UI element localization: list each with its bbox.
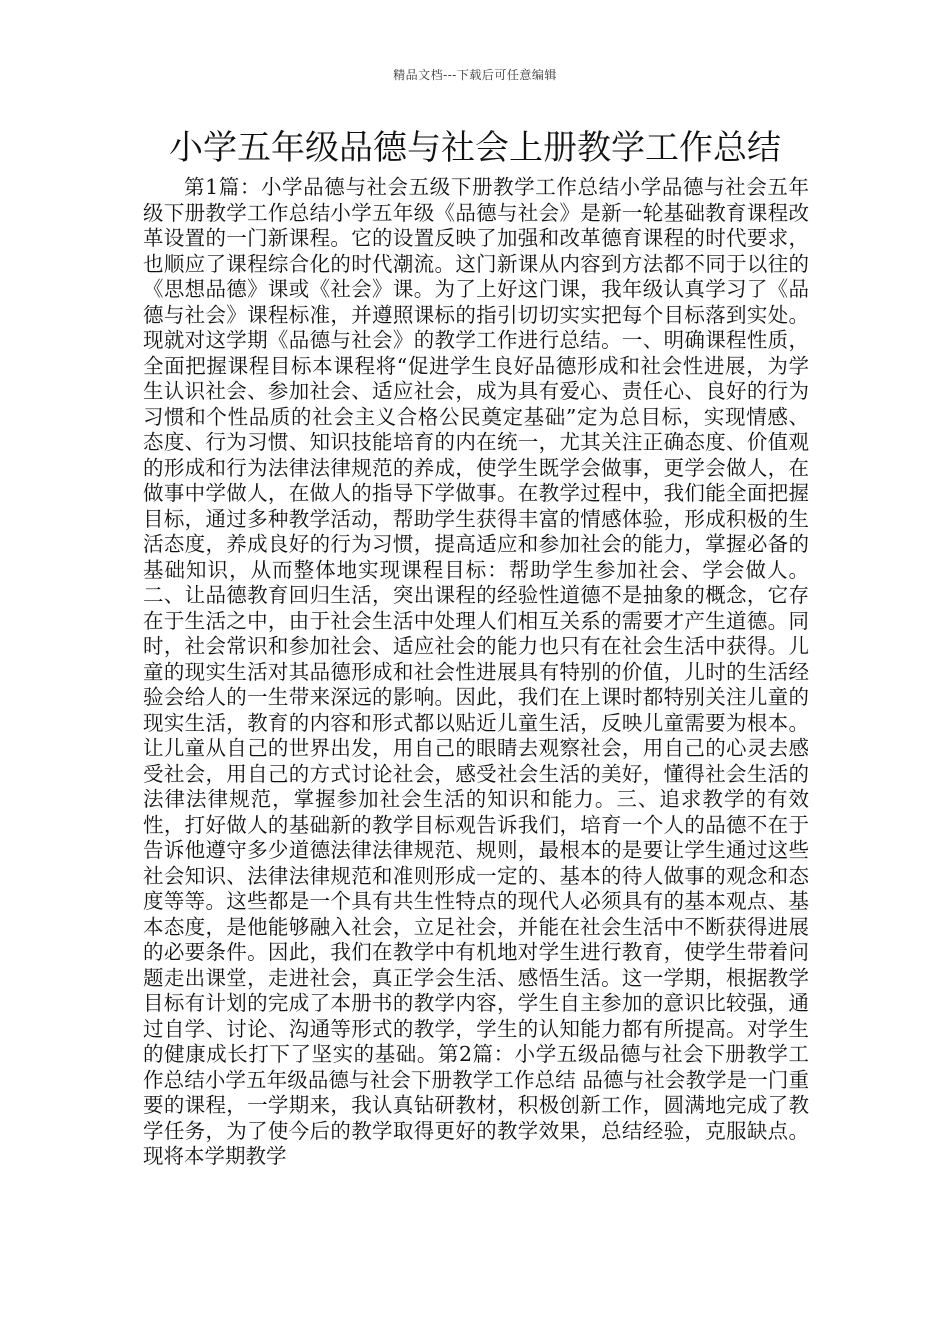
page-header-note: 精品文档---下载后可任意编辑 [393,68,557,82]
document-title: 小学五年级品德与社会上册教学工作总结 [169,128,781,168]
document-body-paragraph: 第1篇：小学品德与社会五级下册教学工作总结小学品德与社会五年级下册教学工作总结小学五年级《品德与社会》是新一轮基础教育课程改革设置的一门新课程。它的设置反映了加强和改革德育课程的时代要求，也顺应了课程综合化的时代潮流。这门新课从内容到方法都不同于以往的《思想品德》课或《社会》课。为了上好这门课，我年级认真学习了《品德与社会》课程标准，并遵照课标的指引切切实实把每个目标落到实处。现就对这学期《品德与社会》的教学工作进行总结。一、明确课程性质，全面把握课程目标本课程将“促进学生良好品德形成和社会性进展，为学生认识社会、参加社会、适应社会，成为具有爱心、责任心、良好的行为习惯和个性品质的社会主义合格公民奠定基础”定为总目标，实现情感、态度、行为习惯、知识技能培育的内在统一，尤其关注正确态度、价值观的形成和行为法律法律规范的养成，使学生既学会做事，更学会做人，在做事中学做人，在做人的指导下学做事。在教学过程中，我们能全面把握目标，通过多种教学活动，帮助学生获得丰富的情感体验，形成积极的生活态度，养成良好的行为习惯，提高适应和参加社会的能力，掌握必备的基础知识，从而整体地实现课程目标：帮助学生参加社会、学会做人。二、让品德教育回归生活，突出课程的经验性道德不是抽象的概念，它存在于生活之中，由于社会生活中处理人们相互关系的需要才产生道德。同时，社会常识和参加社会、适应社会的能力也只有在社会生活中获得。儿童的现实生活对其品德形成和社会性进展具有特别的价值，儿时的生活经验会给人的一生带来深远的影响。因此，我们在上课时都特别关注儿童的现实生活，教育的内容和形式都以贴近儿童生活，反映儿童需要为根本。让儿童从自己的世界出发，用自己的眼睛去观察社会，用自己的心灵去感受社会，用自己的方式讨论社会，感受社会生活的美好，懂得社会生活的法律法律规范，掌握参加社会生活的知识和能力。三、追求教学的有效性，打好做人的基础新的教学目标观告诉我们，培育一个人的品德不在于告诉他遵守多少道德法律法律规范、规则，最根本的是要让学生通过这些社会知识、法律法律规范和准则形成一定的、基本的待人做事的观念和态度等等。这些都是一个具有共生性特点的现代人必须具有的基本观点、基本态度，是他能够融入社会，立足社会，并能在社会生活中不断获得进展的必要条件。因此，我们在教学中有机地对学生进行教育，使学生带着问题走出课堂，走进社会，真正学会生活、感悟生活。这一学期，根据教学目标有计划的完成了本册书的教学内容，学生自主参加的意识比较强，通过自学、讨论、沟通等形式的教学，学生的认知能力都有所提高。对学生的健康成长打下了坚实的基础。第2篇：小学五级品德与社会下册教学工作总结小学五年级品德与社会下册教学工作总结 品德与社会教学是一门重要的课程，一学期来，我认真钻研教材，积极创新工作，圆满地完成了教学任务，为了使今后的教学取得更好的教学效果，总结经验，克服缺点。现将本学期教学 [143,175,809,1168]
